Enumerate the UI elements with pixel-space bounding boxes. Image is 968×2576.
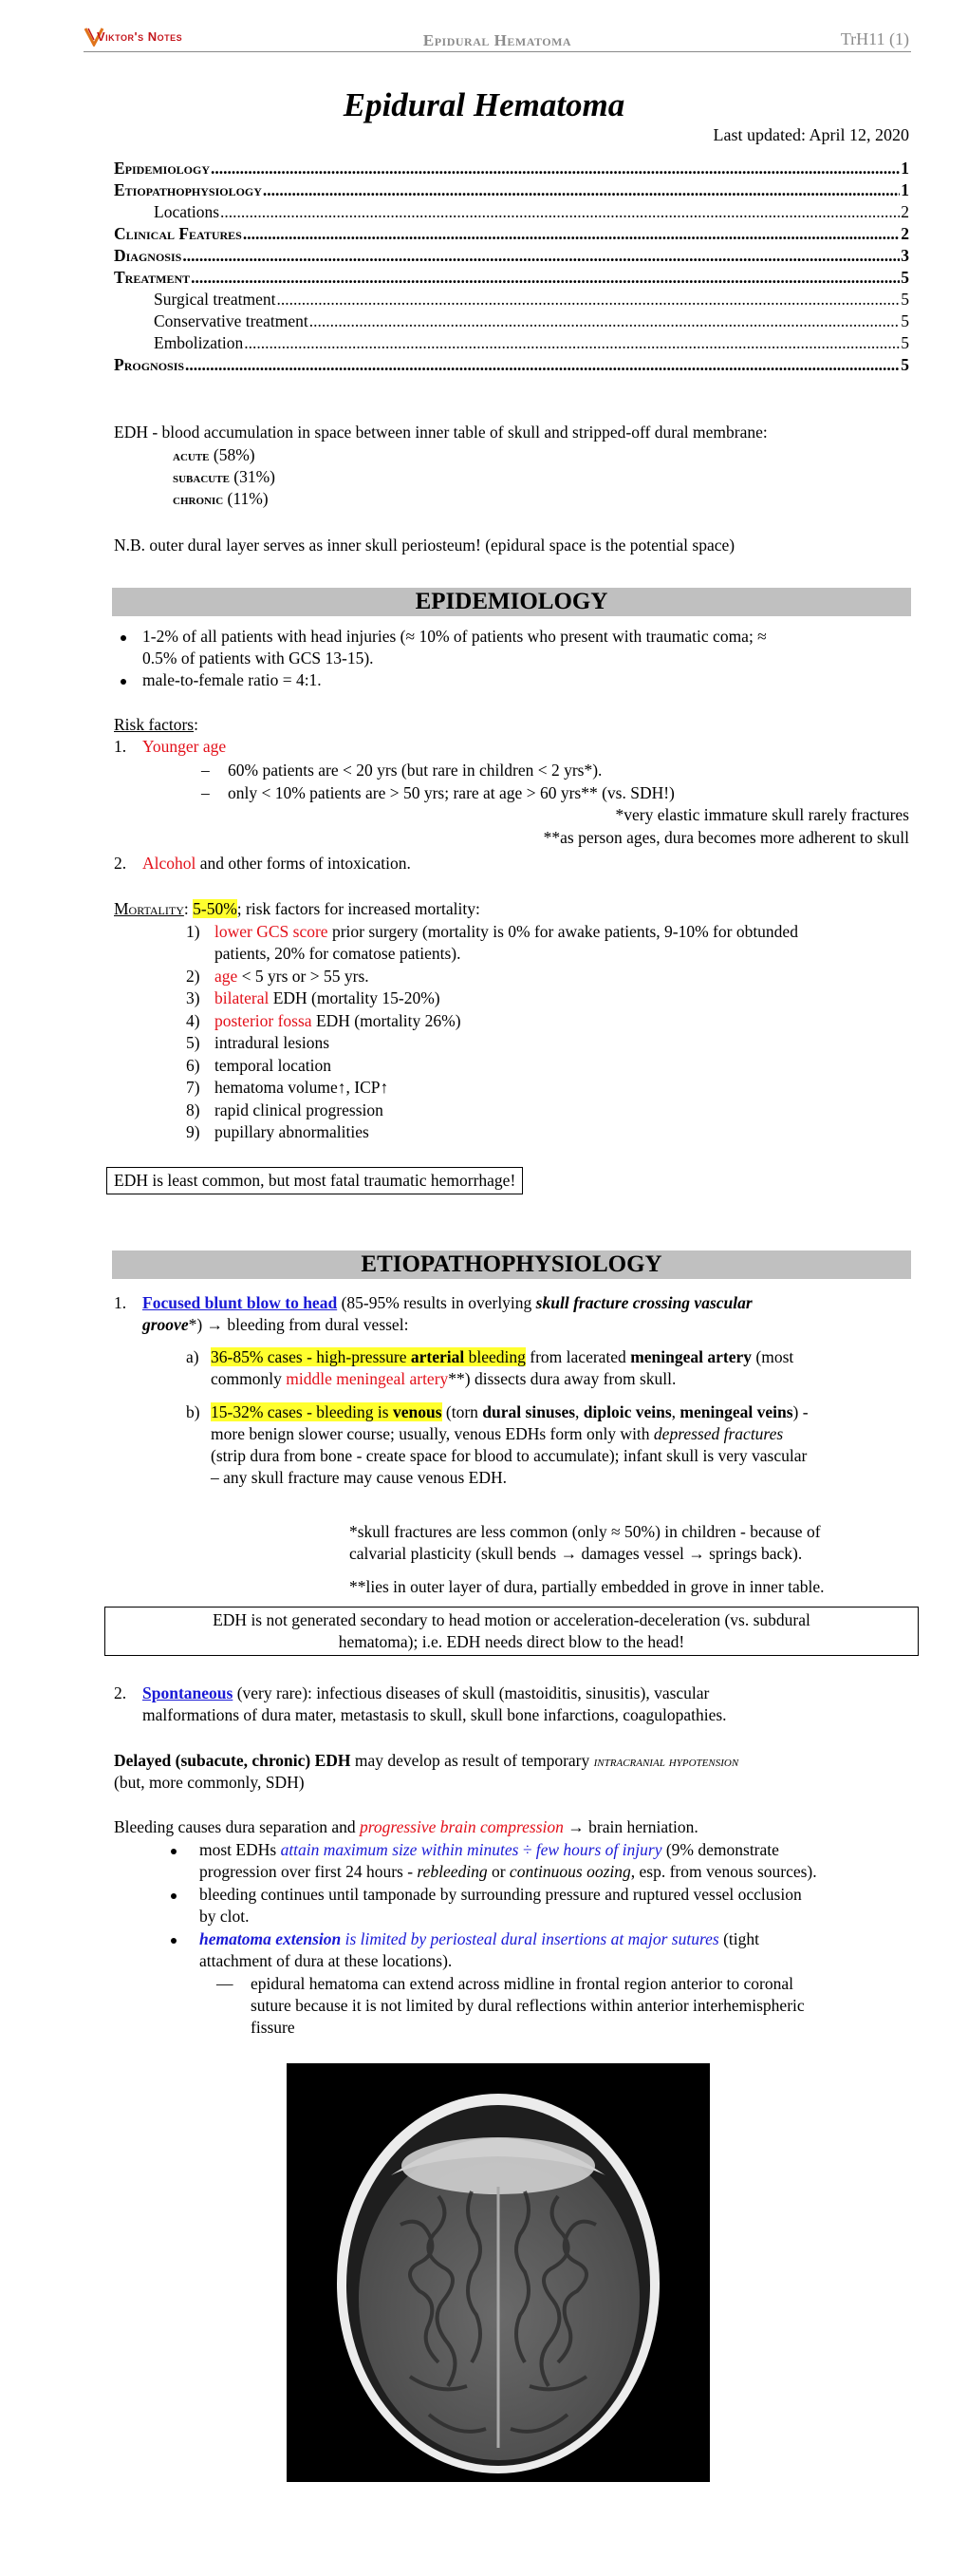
bullet [171,1849,177,1854]
toc-label: Conservative treatment [154,310,308,330]
toc-label: Prognosis [114,354,185,374]
rf1-younger-age: Younger age [142,737,227,756]
etio-2-number: 2. [114,1683,127,1702]
bleed-point-1: most EDHs attain maximum size within minutes ÷ few hours of injury (9% demonstrate progression over first 24 hours - rebleeding or continuous oozing, esp. from venous sources). [199,1840,817,1882]
mort-num: 4) [186,1011,200,1030]
mort-num: 1) [186,922,200,941]
edh-definition: EDH - blood accumulation in space between inner table of skull and stripped-off dural membrane: [114,423,768,442]
toc-entry[interactable] [114,158,909,179]
rf1-sub-a: 60% patients are < 20 yrs (but rare in children < 2 yrs*). [228,761,603,780]
toc-label: Epidemiology [114,158,211,178]
toc-leader-dots [276,289,900,310]
callout-box-least-common: EDH is least common, but most fatal traumatic hemorrhage! [106,1167,523,1194]
rf2-number: 2. [114,854,127,873]
toc-page-number: 1 [901,158,909,178]
toc-label: Embolization [154,332,244,352]
page-header [84,25,911,52]
page-title: Epidural Hematoma [343,86,625,123]
mort-4: posterior fossa EDH (mortality 26%) [214,1011,461,1030]
toc-entry[interactable] [114,289,909,310]
toc-page-number: 5 [901,332,909,352]
bleeding-compression: Bleeding causes dura separation and progressive brain compression → brain herniation. [114,1817,698,1836]
last-updated: Last updated: April 12, 2020 [713,125,909,144]
mort-3: bilateral EDH (mortality 15-20%) [214,988,440,1007]
dash: – [201,783,210,802]
mort-num: 8) [186,1100,200,1119]
rf2-alcohol: Alcohol and other forms of intoxication. [142,854,411,873]
epi-bullet-2: male-to-female ratio = 4:1. [142,670,322,689]
etio-a-arterial: 36-85% cases - high-pressure arterial bleeding from lacerated meningeal artery (most commonly middle meningeal artery**) dissects dura away from skull. [211,1347,794,1389]
header-title: Epidural Hematoma [422,31,572,49]
mort-num: 9) [186,1122,200,1141]
toc-leader-dots [220,201,900,223]
dash: – [201,761,210,780]
ct-scan-image [287,2063,710,2482]
toc-label: Diagnosis [114,245,182,265]
toc-label: Etiopathophysiology [114,179,262,199]
toc-leader-dots [309,310,900,332]
mort-2: age < 5 yrs or > 55 yrs. [214,967,369,986]
toc-entry[interactable] [114,267,909,289]
toc-page-number: 5 [901,289,909,309]
etio-2-spontaneous: Spontaneous (very rare): infectious diseases of skull (mastoiditis, sinusitis), vascular malformations of dura mater, metastasis to skull, skull bone infarctions, coagulopathies. [142,1683,727,1725]
toc-entry[interactable] [114,245,909,267]
etio-a-label: a) [186,1347,199,1366]
section-epidemiology: EPIDEMIOLOGY [112,588,911,616]
bullet [171,1938,177,1944]
toc-entry[interactable] [114,354,909,376]
bullet [121,679,126,685]
section-etiopathophysiology: ETIOPATHOPHYSIOLOGY [112,1250,911,1279]
table-of-contents [114,158,909,376]
risk-factors-title: Risk factors: [114,715,198,734]
etio-1: Focused blunt blow to head (85-95% results in overlying skull fracture crossing vascular groove*) → bleeding from dural vessel: [142,1293,753,1335]
toc-page-number: 2 [901,201,909,221]
link-spontaneous[interactable]: Spontaneous [142,1683,233,1702]
toc-entry[interactable] [114,223,909,245]
mort-num: 7) [186,1078,200,1097]
mort-7: hematoma volume↑, ICP↑ [214,1078,389,1097]
footnote-elastic-skull: *very elastic immature skull rarely fractures [615,805,909,824]
mort-9: pupillary abnormalities [214,1122,369,1141]
header-page-code: TrH11 (1) [840,29,909,48]
toc-page-number: 2 [901,223,909,243]
link-focused-blunt-blow[interactable]: Focused blunt blow to head [142,1293,338,1312]
toc-leader-dots [185,354,900,376]
logo-text: Viktor's Notes [97,29,183,44]
bullet [121,635,126,641]
toc-entry[interactable] [114,332,909,354]
toc-page-number: 5 [901,267,909,287]
toc-label: Clinical Features [114,223,242,243]
toc-entry[interactable] [114,201,909,223]
mort-num: 2) [186,967,200,986]
toc-label: Treatment [114,267,191,287]
etio-1-number: 1. [114,1293,127,1312]
type-acute: acute (58%) [173,445,255,464]
em-dash: — [216,1974,233,1993]
toc-entry[interactable] [114,310,909,332]
toc-page-number: 5 [901,310,909,330]
bleed-point-2: bleeding continues until tamponade by surrounding pressure and ruptured vessel occlusion by clot. [199,1885,802,1927]
mort-1: lower GCS score prior surgery (mortality is 0% for awake patients, 9-10% for obtunded patients, 20% for comatose patients). [214,922,798,964]
mort-5: intradural lesions [214,1033,330,1052]
callout-box-direct-blow: EDH is not generated secondary to head motion or acceleration-deceleration (vs. subdural hematoma); i.e. EDH needs direct blow to the head! [104,1607,919,1656]
mort-8: rapid clinical progression [214,1100,383,1119]
toc-leader-dots [211,158,900,179]
epi-bullet-1: 1-2% of all patients with head injuries (≈ 10% of patients who present with traumatic coma; ≈ 0.5% of patients with GCS 13-15). [142,627,767,668]
toc-page-number: 1 [901,179,909,199]
etio-b-venous: 15-32% cases - bleeding is venous (torn dural sinuses, diploic veins, meningeal veins) - more benign slower course; usually, venous EDHs form only with depressed fractures (strip dura from bone - create space for blood to accumulate); infant skull is very vascular – any skull fracture may cause venous EDH. [211,1402,809,1488]
rf1-number: 1. [114,737,127,756]
type-chronic: chronic (11%) [173,489,269,508]
toc-leader-dots [243,223,900,245]
footnote-children-fractures: *skull fractures are less common (only ≈ 50%) in children - because of calvarial plasticity (skull bends → damages vessel → springs back). [349,1522,821,1564]
type-subacute: subacute (31%) [173,467,276,486]
bullet [171,1893,177,1899]
toc-leader-dots [191,267,900,289]
toc-leader-dots [182,245,900,267]
footnote-dura-adherent: **as person ages, dura becomes more adherent to skull [543,828,909,847]
mort-6: temporal location [214,1056,331,1075]
toc-label: Surgical treatment [154,289,276,309]
toc-label: Locations [154,201,220,221]
mort-num: 3) [186,988,200,1007]
toc-entry[interactable] [114,179,909,201]
toc-page-number: 5 [901,354,909,374]
mort-num: 5) [186,1033,200,1052]
footnote-outer-layer: **lies in outer layer of dura, partially embedded in grove in inner table. [349,1577,825,1596]
toc-leader-dots [263,179,900,201]
mortality-line: Mortality: 5-50%; risk factors for increased mortality: [114,899,480,918]
toc-leader-dots [244,332,900,354]
bleed-point-3: hematoma extension is limited by periosteal dural insertions at major sutures (tight attachment of dura at these locations). [199,1929,759,1971]
etio-b-label: b) [186,1402,200,1421]
midline-extension-note: epidural hematoma can extend across midline in frontal region anterior to coronal suture because it is not limited by dural reflections within anterior interhemispheric fissure [251,1974,805,2038]
ct-scan-drawing [287,2063,710,2482]
delayed-edh: Delayed (subacute, chronic) EDH may develop as result of temporary intracranial hypotension (but, more commonly, SDH) [114,1751,739,1793]
mort-num: 6) [186,1056,200,1075]
toc-page-number: 3 [901,245,909,265]
rf1-sub-b: only < 10% patients are > 50 yrs; rare at age > 60 yrs** (vs. SDH!) [228,783,675,802]
nb-note: N.B. outer dural layer serves as inner skull periosteum! (epidural space is the potential space) [114,536,735,555]
